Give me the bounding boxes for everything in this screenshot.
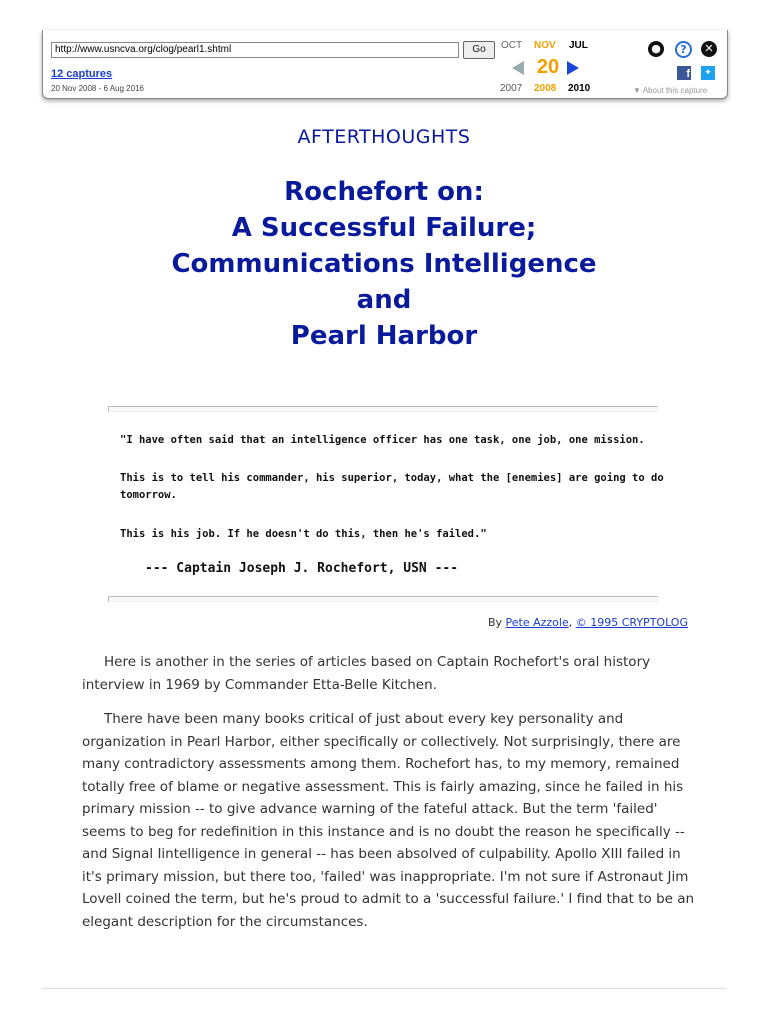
capture-date-range: 20 Nov 2008 - 6 Aug 2016: [51, 84, 144, 93]
article-title: [0, 174, 768, 354]
title-line: A Successful Failure;: [231, 213, 537, 243]
quote-line: "I have often said that an intelligence officer has one task, one job, one mission.: [120, 434, 645, 446]
title-line: Rochefort on:: [284, 177, 484, 207]
about-capture-label: About this capture: [642, 86, 708, 95]
next-capture-arrow-icon[interactable]: [567, 61, 579, 75]
go-button[interactable]: Go: [463, 41, 495, 59]
quote-top-divider: [108, 406, 658, 412]
help-icon[interactable]: ?: [675, 41, 692, 58]
current-year: 2008: [534, 83, 557, 94]
author-link[interactable]: Pete Azzole: [505, 616, 569, 629]
triangle-down-icon: ▼: [633, 86, 643, 95]
about-capture-link[interactable]: [633, 86, 707, 95]
page-bottom-divider: [42, 988, 726, 989]
byline-prefix: By: [487, 616, 506, 629]
body-paragraph: There have been many books critical of just about every key personality and organization in Pearl Harbor, either specifically or collectively. Not surprisingly, there are many contradictory assessments among them. Rochefort has, to my memory, remained totally free of blame or negative assessment. This is fairly amazing, since he failed in his primary mission -- to give advance warning of the fateful attack. But the term 'failed' seems to beg for redefinition in this instance and is no doubt the reason he specifically -- and Signal Iintelligence in general -- has been absolved of culpability. Apollo XIII failed in it's primary mission, but there too, 'failed' was inappropriate. I'm not sure if Astronaut Jim Lovell coined the term, but he's proud to admit to a 'successful failure.' I find that to be an elegant description for the circumstances.: [82, 711, 695, 930]
user-icon[interactable]: ●: [648, 41, 664, 57]
wayback-toolbar: [42, 30, 728, 99]
captures-link[interactable]: 12 captures: [51, 68, 113, 80]
copyright-link[interactable]: © 1995 CRYPTOLOG: [575, 616, 688, 629]
prev-year-link[interactable]: 2007: [500, 83, 523, 94]
wayback-url-input[interactable]: http://www.usncva.org/clog/pearl1.shtml: [51, 42, 459, 58]
byline-separator: ,: [568, 616, 576, 629]
twitter-icon[interactable]: ✦: [701, 66, 715, 80]
next-month-link[interactable]: JUL: [569, 40, 588, 51]
title-line: and: [356, 285, 412, 315]
title-line: Communications Intelligence: [171, 249, 597, 279]
current-day: 20: [536, 56, 560, 78]
prev-capture-arrow-icon[interactable]: [512, 61, 524, 75]
quote-line: This is his job. If he doesn't do this, then he's failed.": [120, 528, 487, 540]
section-kicker: AFTERTHOUGHTS: [297, 126, 471, 148]
facebook-icon[interactable]: f: [677, 66, 691, 80]
body-paragraph: Here is another in the series of articles based on Captain Rochefort's oral history interview in 1969 by Commander Etta-Belle Kitchen.: [82, 654, 651, 693]
title-line: Pearl Harbor: [290, 321, 478, 351]
close-icon[interactable]: ✕: [701, 41, 717, 57]
current-month: NOV: [534, 40, 556, 51]
prev-month-link[interactable]: OCT: [501, 40, 523, 51]
quote-attribution: --- Captain Joseph J. Rochefort, USN ---: [145, 561, 459, 576]
next-year-link[interactable]: 2010: [568, 83, 591, 94]
byline: [488, 616, 688, 629]
quote-bottom-divider: [108, 596, 658, 602]
quote-line: This is to tell his commander, his superior, today, what the [enemies] are going to do tomorrow.: [120, 472, 664, 501]
